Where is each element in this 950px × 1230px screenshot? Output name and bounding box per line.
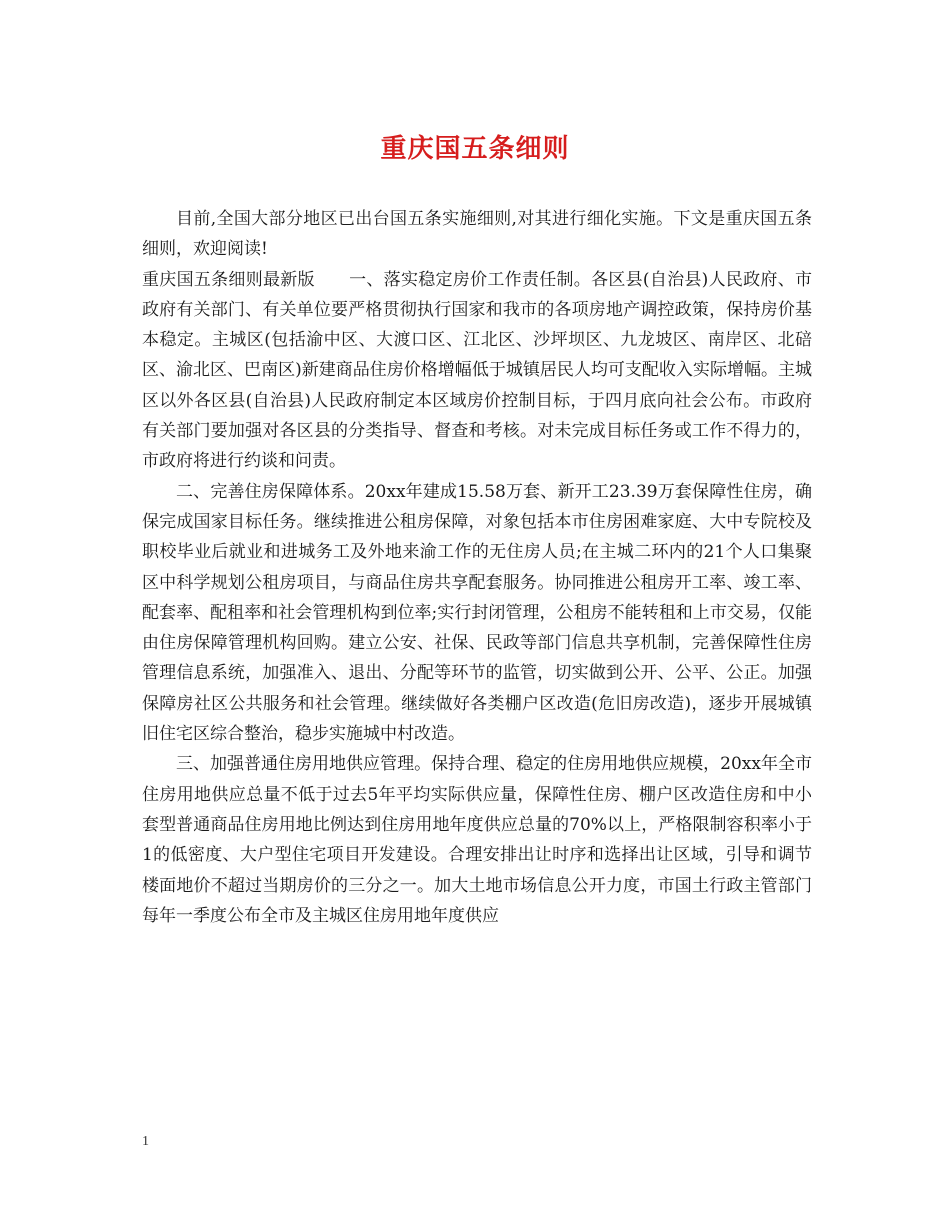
- page-number: 1: [142, 1134, 149, 1149]
- version-label: 重庆国五条细则最新版: [142, 269, 315, 290]
- section-2-paragraph: 二、完善住房保障体系。20xx年建成15.58万套、新开工23.39万套保障性住房，确保完成国家目标任务。继续推进公租房保障，对象包括本市住房困难家庭、大中专院校及职校毕业后就业和进城务工及外地来渝工作的无住房人员;在主城二环内的21个人口集聚区中科学规划公租房项目，与商品住房共享配套服务。协同推进公租房开工率、竣工率、配套率、配租率和社会管理机构到位率;实行封闭管理，公租房不能转租和上市交易，仅能由住房保障管理机构回购。建立公安、社保、民政等部门信息共享机制，完善保障性住房管理信息系统，加强准入、退出、分配等环节的监管，切实做到公开、公平、公正。加强保障房社区公共服务和社会管理。继续做好各类棚户区改造(危旧房改造)，逐步开展城镇旧住宅区综合整治，稳步实施城中村改造。: [142, 481, 812, 745]
- document-body: [142, 204, 812, 931]
- section-1-text: 一、落实稳定房价工作责任制。各区县(自治县)人民政府、市政府有关部门、有关单位要严格贯彻执行国家和我市的各项房地产调控政策，保持房价基本稳定。主城区(包括渝中区、大渡口区、江北区、沙坪坝区、九龙坡区、南岸区、北碚区、渝北区、巴南区)新建商品住房价格增幅低于城镇居民人均可支配收入实际增幅。主城区以外各区县(自治县)人民政府制定本区域房价控制目标，于四月底向社会公布。市政府有关部门要加强对各区县的分类指导、督查和考核。对未完成目标任务或工作不得力的，市政府将进行约谈和问责。: [142, 269, 813, 472]
- intro-paragraph: 目前,全国大部分地区已出台国五条实施细则,对其进行细化实施。下文是重庆国五条细则，欢迎阅读!: [142, 209, 812, 260]
- document-title: 重庆国五条细则: [380, 134, 570, 164]
- section-1-paragraph: [142, 265, 812, 477]
- section-3-paragraph: 三、加强普通住房用地供应管理。保持合理、稳定的住房用地供应规模，20xx年全市住房用地供应总量不低于过去5年平均实际供应量，保障性住房、棚户区改造住房和中小套型普通商品住房用地比例达到住房用地年度供应总量的70%以上，严格限制容积率小于1的低密度、大户型住宅项目开发建设。合理安排出让时序和选择出让区域，引导和调节楼面地价不超过当期房价的三分之一。加大土地市场信息公开力度，市国土行政主管部门每年一季度公布全市及主城区住房用地年度供应: [142, 754, 812, 926]
